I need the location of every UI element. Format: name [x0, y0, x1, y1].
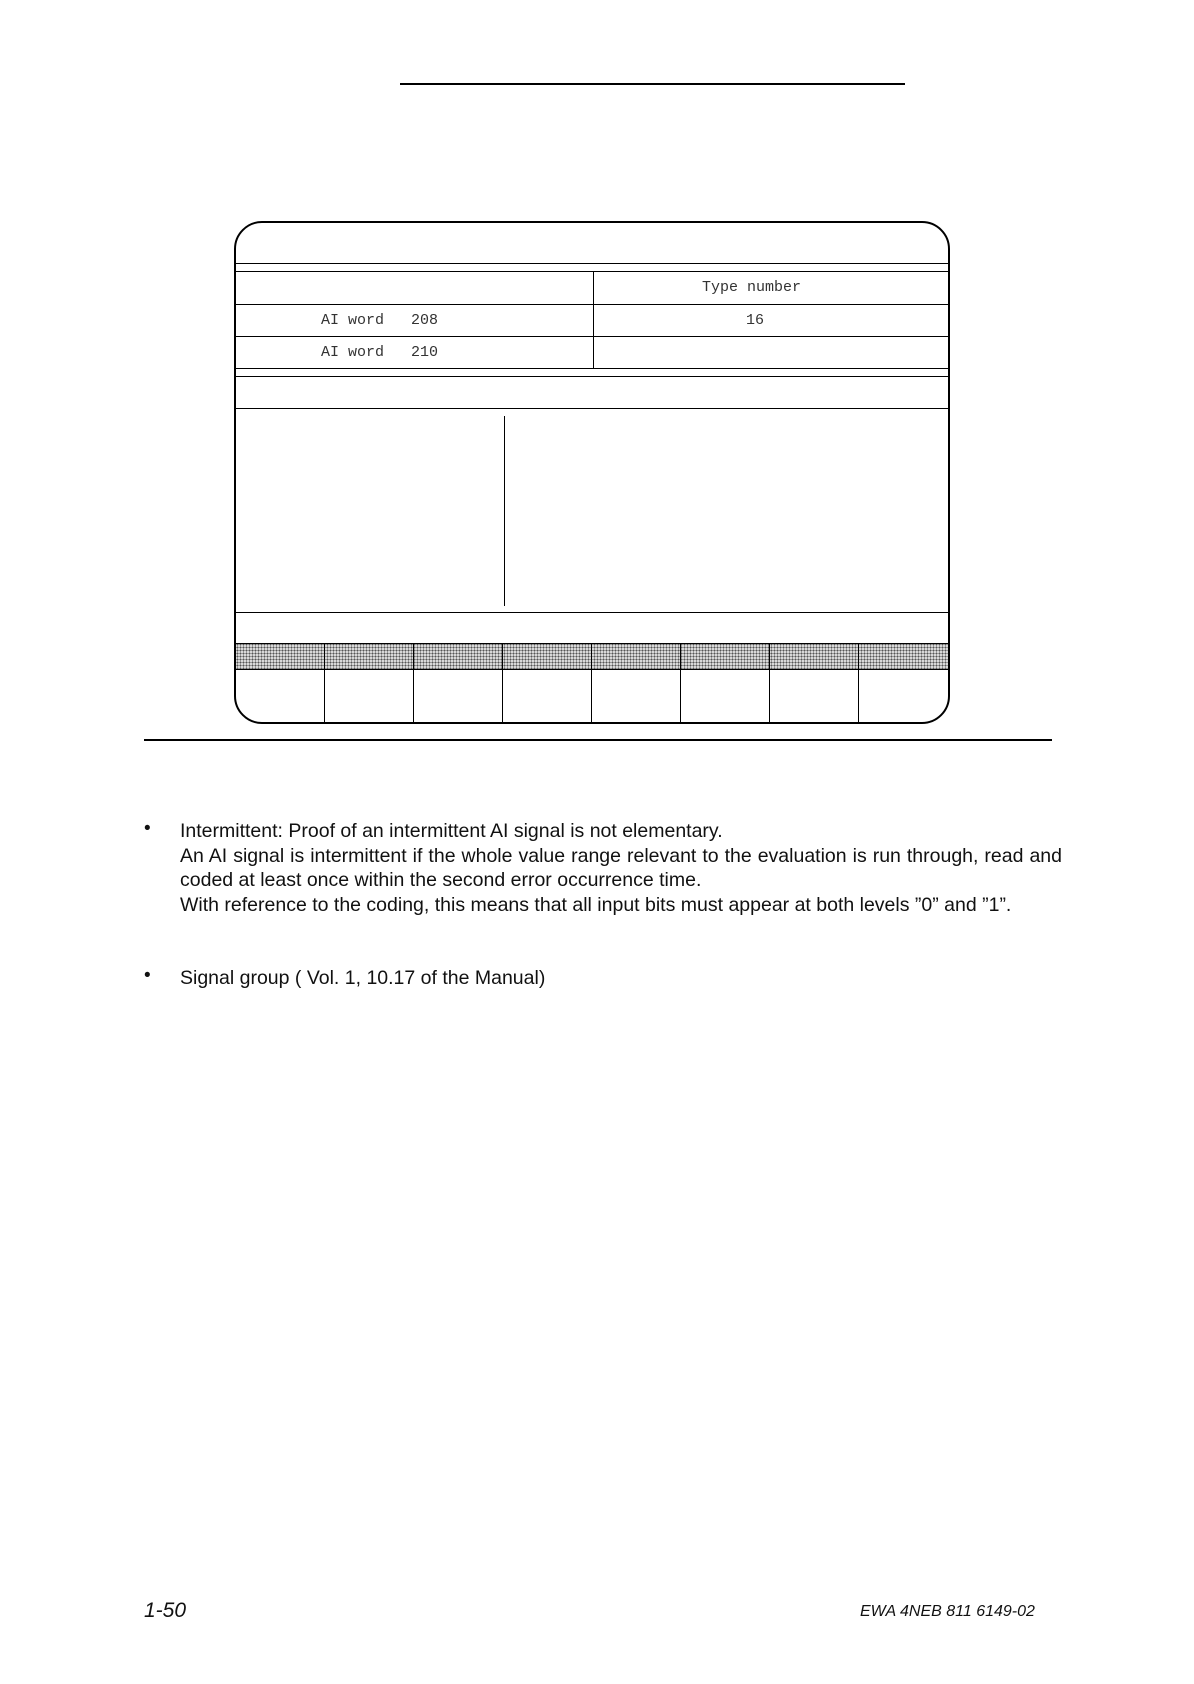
paragraph-line: Intermittent: Proof of an intermittent AI signal is not elementary.	[180, 820, 723, 842]
ai-word-210-label: AI word 210	[321, 344, 439, 361]
panel-divider	[504, 416, 505, 606]
function-key-bar	[236, 643, 948, 669]
header-rule	[400, 83, 905, 85]
function-key-divider	[769, 643, 770, 724]
paragraph-line: With reference to the coding, this means that all input bits must appear at both levels ”0” and ”1”.	[180, 893, 1012, 916]
paragraph-line: An AI signal is intermittent if the whole value range relevant to the evaluation is run through, read and coded at least once within the second error occurrence time.	[180, 844, 1062, 891]
function-key-divider	[591, 643, 592, 724]
title-bar-divider	[236, 263, 948, 264]
bullet-marker: •	[144, 818, 151, 839]
function-key-divider	[502, 643, 503, 724]
bullet-marker: •	[144, 965, 151, 986]
function-key-divider	[413, 643, 414, 724]
table-column-divider	[593, 271, 594, 368]
ai-word-208-value: 16	[746, 312, 765, 329]
screen-figure	[234, 221, 950, 724]
function-key-divider	[858, 643, 859, 724]
bullet-signal-group	[180, 966, 1062, 991]
figure-bottom-rule	[144, 739, 1052, 741]
function-key-divider	[680, 643, 681, 724]
bullet-intermittent	[180, 819, 1062, 917]
ai-word-208-label: AI word 208	[321, 312, 439, 329]
page-number: 1-50	[144, 1599, 187, 1622]
document-id: EWA 4NEB 811 6149-02	[860, 1603, 1035, 1620]
function-key-divider	[324, 643, 325, 724]
type-number-header: Type number	[702, 279, 802, 296]
paragraph-line: Signal group ( Vol. 1, 10.17 of the Manual)	[180, 967, 546, 989]
